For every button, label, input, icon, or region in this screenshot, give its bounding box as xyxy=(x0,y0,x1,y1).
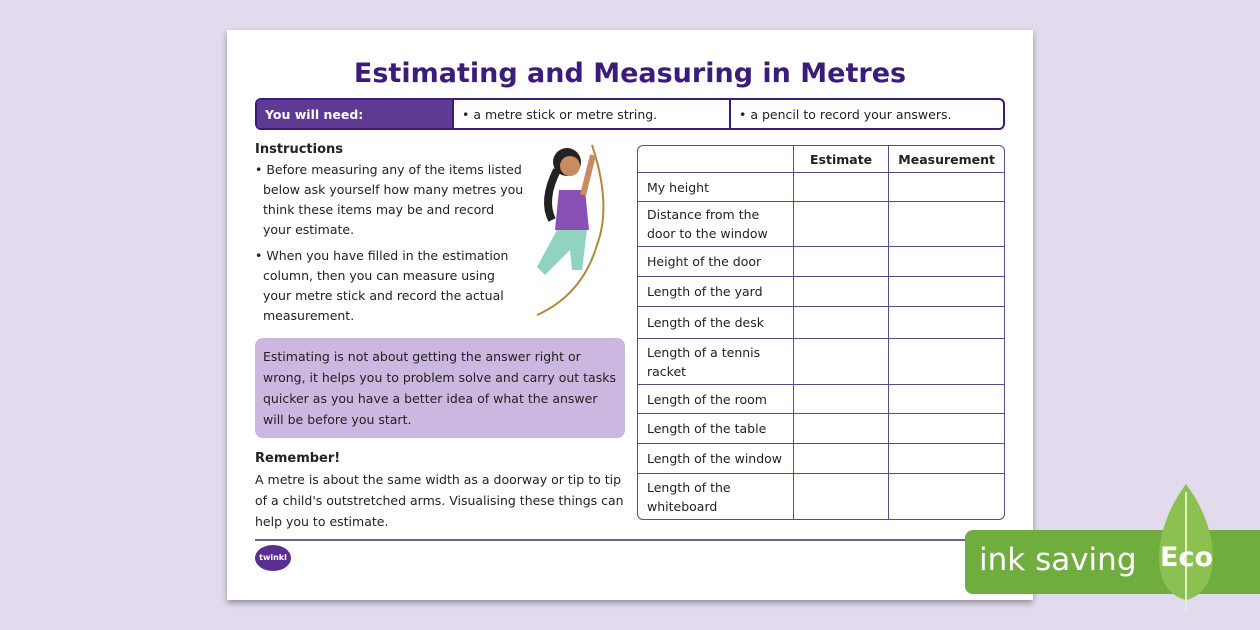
measurement-cell[interactable] xyxy=(889,277,1004,307)
page-title: Estimating and Measuring in Metres xyxy=(353,58,907,89)
item-label: Distance from the door to the window xyxy=(638,202,794,247)
measurement-cell[interactable] xyxy=(889,307,1004,339)
estimate-cell[interactable] xyxy=(794,339,889,385)
estimating-callout: Estimating is not about getting the answer right or wrong, it helps you to problem solve and carry out tasks quicker as you have a better idea of what the answer will be before you start. xyxy=(255,338,625,438)
column-header: Measurement xyxy=(889,146,1004,173)
measurement-cell[interactable] xyxy=(889,385,1004,414)
item-label: Length of the window xyxy=(638,444,794,474)
item-label: Length of a tennis racket xyxy=(638,339,794,385)
table-row xyxy=(638,173,1004,202)
estimate-cell[interactable] xyxy=(794,247,889,277)
item-label: Length of the whiteboard xyxy=(638,474,794,519)
item-label: Length of the room xyxy=(638,385,794,414)
table-row xyxy=(638,444,1004,474)
instruction-bullet: • Before measuring any of the items listed below ask yourself how many metres you think these items may be and record your estimate. xyxy=(255,162,524,237)
footer-divider xyxy=(255,539,1005,541)
measurement-cell[interactable] xyxy=(889,247,1004,277)
measurement-cell[interactable] xyxy=(889,202,1004,247)
column-header xyxy=(638,146,794,173)
measurement-cell[interactable] xyxy=(889,444,1004,474)
measurement-cell[interactable] xyxy=(889,339,1004,385)
item-label: Length of the table xyxy=(638,414,794,444)
need-item: • a pencil to record your answers. xyxy=(729,100,1003,128)
need-item: • a metre stick or metre string. xyxy=(452,100,729,128)
estimate-cell[interactable] xyxy=(794,474,889,519)
measurement-cell[interactable] xyxy=(889,414,1004,444)
twinkl-logo: twinkl xyxy=(255,545,291,571)
item-label: Length of the yard xyxy=(638,277,794,307)
measurement-cell[interactable] xyxy=(889,474,1004,519)
item-label: Length of the desk xyxy=(638,307,794,339)
table-row xyxy=(638,202,1004,247)
table-row xyxy=(638,247,1004,277)
item-label: Height of the door xyxy=(638,247,794,277)
estimate-cell[interactable] xyxy=(794,307,889,339)
measurement-cell[interactable] xyxy=(889,173,1004,202)
estimate-cell[interactable] xyxy=(794,385,889,414)
column-header: Estimate xyxy=(794,146,889,173)
worksheet-page xyxy=(227,30,1033,600)
table-row xyxy=(638,307,1004,339)
table-row xyxy=(638,474,1004,519)
instructions-heading: Instructions xyxy=(255,142,344,157)
estimate-cell[interactable] xyxy=(794,444,889,474)
estimate-cell[interactable] xyxy=(794,414,889,444)
eco-label: Eco xyxy=(1160,542,1213,573)
estimate-cell[interactable] xyxy=(794,202,889,247)
girl-with-string-illustration xyxy=(517,140,627,320)
table-row xyxy=(638,339,1004,385)
need-label: You will need: xyxy=(257,100,452,128)
estimate-cell[interactable] xyxy=(794,173,889,202)
badge-text: ink saving xyxy=(979,542,1137,578)
estimate-cell[interactable] xyxy=(794,277,889,307)
remember-text: A metre is about the same width as a doorway or tip to tip of a child's outstretched arms. Visualising these things can help you to estimate. xyxy=(255,472,624,529)
remember-heading: Remember! xyxy=(255,451,341,466)
table-row xyxy=(638,385,1004,414)
item-label: My height xyxy=(638,173,794,202)
measurement-table xyxy=(637,145,1005,520)
instruction-bullet: • When you have filled in the estimation column, then you can measure using your metre stick and record the actual measurement. xyxy=(255,248,509,323)
table-row xyxy=(638,277,1004,307)
remember-section xyxy=(255,448,627,532)
table-row xyxy=(638,414,1004,444)
you-will-need-bar xyxy=(255,98,1005,130)
